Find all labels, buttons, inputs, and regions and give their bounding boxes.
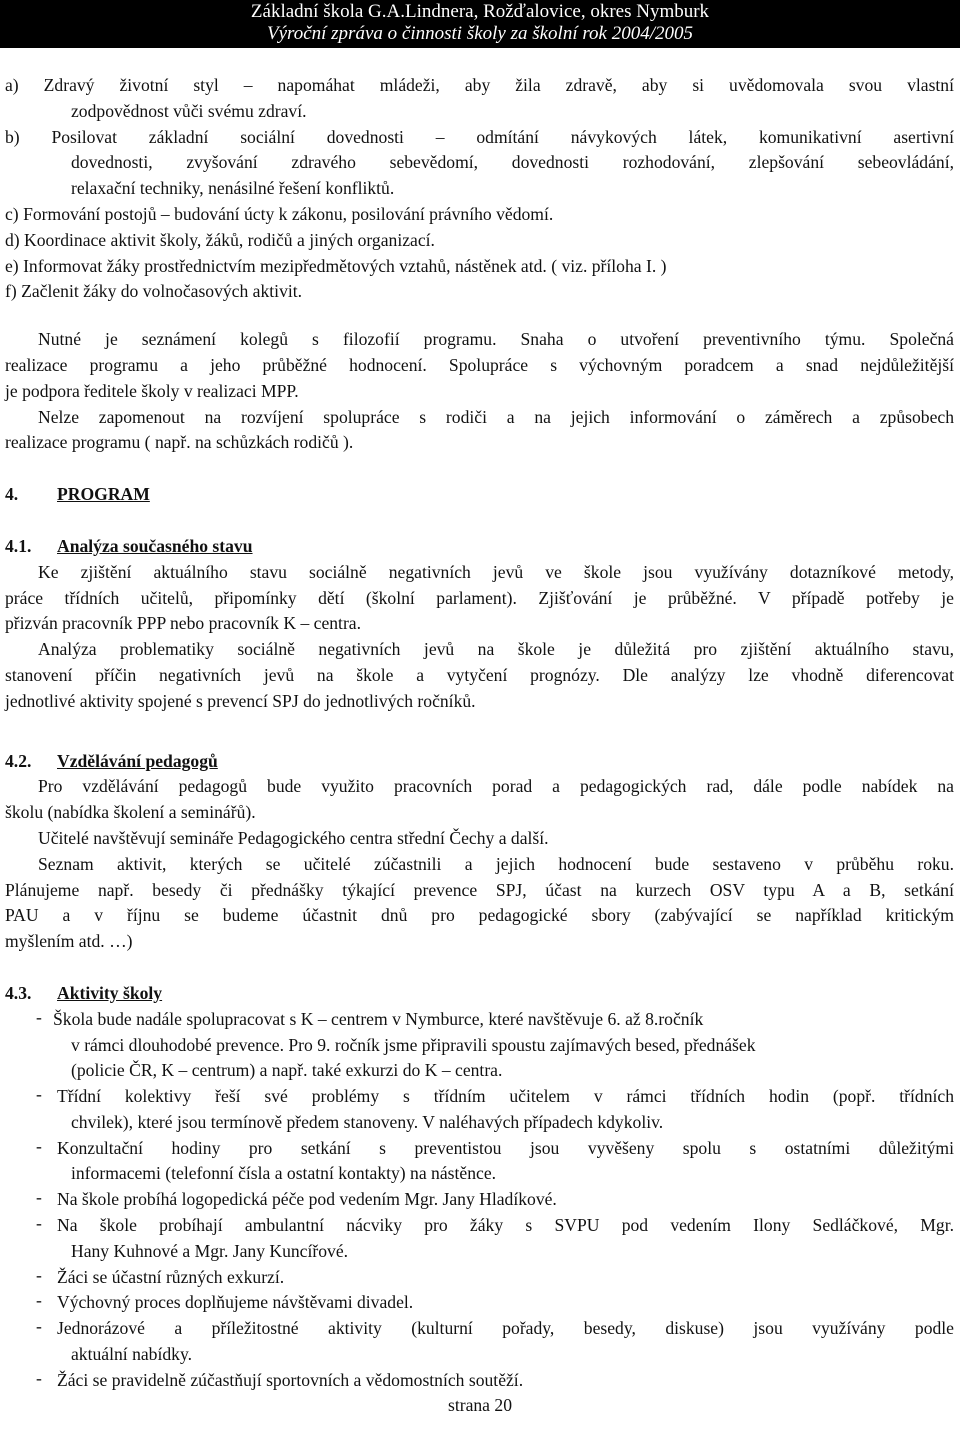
- text-line: (policie ČR, K – centrum) a např. také exkurzi do K – centra.: [71, 1060, 503, 1081]
- goal-c: c) Formování postojů – budování úcty k zákonu, posilování právního vědomí.: [5, 203, 554, 224]
- analysis-paragraph-2: [5, 637, 954, 714]
- text-line: jednotlivé aktivity spojené s prevencí SPJ do jednotlivých ročníků.: [5, 690, 476, 711]
- text-line: Žáci se pravidelně zúčastňují sportovních a vědomostních soutěží.: [57, 1369, 524, 1390]
- training-paragraph-1: [5, 774, 954, 826]
- section-number: 4.3.: [5, 982, 32, 1003]
- goal-b-line3: relaxační techniky, nenásilné řešení konfliktů.: [71, 178, 395, 199]
- spacer: [5, 508, 954, 530]
- training-paragraph-3: [5, 852, 954, 955]
- goal-a-line1: a) Zdravý životní styl – napomáhat mládeži, aby žila zdravě, aby si uvědomovala svou vlastní: [5, 75, 954, 95]
- text-line: Pro vzdělávání pedagogů bude využito pracovních porad a pedagogických rad, dále podle nabídek na: [38, 776, 954, 797]
- text-line: realizace programu ( např. na schůzkách rodičů ).: [5, 432, 354, 453]
- activities-list: [5, 1007, 954, 1394]
- analysis-paragraph-1: [5, 560, 954, 637]
- section-4-heading: [5, 482, 954, 508]
- text-line: školu (nabídka školení a seminářů).: [5, 802, 256, 823]
- activity-item: [5, 1368, 954, 1394]
- goal-a-line2: zodpovědnost vůči svému zdraví.: [71, 100, 307, 121]
- text-line: informacemi (telefonní čísla a ostatní kontakty) na nástěnce.: [71, 1163, 497, 1184]
- text-line: Ke zjištění aktuálního stavu sociálně negativních jevů ve škole jsou využívány dotazníkové metody,: [38, 561, 954, 582]
- text-line: realizace programu a jeho průběžné hodnocení. Spolupráce s výchovným poradcem a snad nejdůležitější: [5, 354, 954, 375]
- text-line: práce třídních učitelů, připomínky dětí (školní parlament). Zjišťování je průběžné. V případě potřeby je: [5, 587, 954, 608]
- text-line: v rámci dlouhodobé prevence. Pro 9. ročník jsme připravili spoustu zajímavých besed, přednášek: [71, 1034, 756, 1055]
- text-line: Učitelé navštěvují semináře Pedagogického centra střední Čechy a další.: [38, 827, 549, 848]
- text-line: Jednorázové a příležitostné aktivity (kulturní pořady, besedy, diskuse) jsou využívány podle: [57, 1318, 954, 1339]
- text-line: Výchovný proces doplňujeme návštěvami divadel.: [57, 1292, 414, 1313]
- text-line: je podpora ředitele školy v realizaci MPP.: [5, 380, 299, 401]
- dash-bullet: -: [36, 1264, 42, 1285]
- text-line: přizván pracovník PPP nebo pracovník K – centra.: [5, 613, 362, 634]
- dash-bullet: -: [36, 1290, 42, 1311]
- text-line: chvilek), které jsou termínově předem stanoveny. V naléhavých případech kdykoliv.: [71, 1111, 664, 1132]
- text-line: Nelze zapomenout na rozvíjení spolupráce s rodiči a na jejich informování o záměrech a způsobech: [38, 406, 954, 427]
- goal-b-line2: dovednosti, zvyšování zdravého sebevědomí, dovednosti rozhodování, zlepšování sebeovládání,: [71, 152, 954, 173]
- activity-item: [5, 1213, 954, 1265]
- text-line: myšlením atd. …): [5, 931, 133, 952]
- activity-item: [5, 1187, 954, 1213]
- text-line: Žáci se účastní různých exkurzí.: [57, 1266, 285, 1287]
- activity-item: [5, 1290, 954, 1316]
- activity-item: [5, 1136, 954, 1188]
- text-line: Plánujeme např. besedy či přednášky týkající prevence SPJ, účast na kurzech OSV typu A a B, setkání: [5, 879, 954, 900]
- activity-item: [5, 1007, 954, 1084]
- text-line: stanovení příčin negativních jevů na škole a vytyčení prognózy. Dle analýzy lze vhodně diferencovat: [5, 664, 954, 685]
- dash-bullet: -: [36, 1135, 42, 1156]
- dash-bullet: -: [36, 1213, 42, 1234]
- text-line: Na škole probíhá logopedická péče pod vedením Mgr. Jany Hladíkové.: [57, 1189, 557, 1210]
- text-line: Seznam aktivit, kterých se učitelé zúčastnili a jejich hodnocení bude sestaveno v průběhu roku.: [38, 853, 954, 874]
- section-title: Aktivity školy: [57, 982, 163, 1003]
- section-4-1-heading: [5, 534, 954, 560]
- text-line: Na škole probíhají ambulantní nácviky pro žáky s SVPU pod vedením Ilony Sedláčkové, Mgr.: [57, 1215, 954, 1236]
- header-report-title: Výroční zpráva o činnosti školy za školní rok 2004/2005: [266, 23, 694, 44]
- section-4-2-heading: [5, 749, 954, 775]
- training-paragraph-2: [5, 826, 954, 852]
- goal-d: d) Koordinace aktivit školy, žáků, rodičů a jiných organizací.: [5, 229, 435, 250]
- text-line: PAU a v říjnu se budeme účastnit dnů pro pedagogické sbory (zabývající se například kritickým: [5, 905, 954, 926]
- intro-paragraph-2: [5, 405, 954, 457]
- text-line: Třídní kolektivy řeší své problémy s třídním učitelem v rámci třídních hodin (popř. třídních: [57, 1086, 954, 1107]
- activity-item: [5, 1316, 954, 1368]
- activity-item: [5, 1265, 954, 1291]
- section-4-3-heading: [5, 981, 954, 1007]
- goals-list: [5, 73, 954, 305]
- section-number: 4.2.: [5, 750, 32, 771]
- dash-bullet: -: [36, 1006, 42, 1027]
- page-content: [5, 73, 954, 1394]
- spacer: [5, 715, 954, 745]
- text-line: aktuální nabídky.: [71, 1344, 193, 1365]
- text-line: Analýza problematiky sociálně negativních jevů na škole je důležitá pro zjištění aktuálního stavu,: [38, 639, 954, 660]
- text-line: Nutné je seznámení kolegů s filozofií programu. Snaha o utvoření preventivního týmu. Společná: [38, 329, 954, 350]
- spacer: [5, 456, 954, 478]
- spacer: [5, 955, 954, 977]
- section-title: Vzdělávání pedagogů: [57, 750, 218, 771]
- text-line: Hany Kuhnové a Mgr. Jany Kuncířové.: [71, 1240, 349, 1261]
- intro-paragraph-1: [5, 327, 954, 404]
- activity-item: [5, 1084, 954, 1136]
- goal-f: f) Začlenit žáky do volnočasových aktivit.: [5, 281, 303, 302]
- dash-bullet: -: [36, 1316, 42, 1337]
- text-line: Škola bude nadále spolupracovat s K – centrem v Nymburce, které navštěvuje 6. až 8.ročník: [53, 1008, 704, 1029]
- dash-bullet: -: [36, 1187, 42, 1208]
- header-school-name: Základní škola G.A.Lindnera, Rožďalovice, okres Nymburk: [250, 1, 710, 22]
- section-title: PROGRAM: [57, 484, 150, 505]
- dash-bullet: -: [36, 1367, 42, 1388]
- page-number: strana 20: [447, 1395, 512, 1415]
- section-title: Analýza současného stavu: [57, 535, 253, 556]
- spacer: [5, 305, 954, 327]
- text-line: Konzultační hodiny pro setkání s preventistou jsou vyvěšeny spolu s ostatními důležitými: [57, 1137, 954, 1158]
- goal-b-line1: b) Posilovat základní sociální dovednosti – odmítání návykových látek, komunikativní asertivní: [5, 126, 954, 147]
- section-number: 4.1.: [5, 535, 32, 556]
- dash-bullet: -: [36, 1084, 42, 1105]
- section-number: 4.: [5, 484, 19, 505]
- goal-e: e) Informovat žáky prostřednictvím mezipředmětových vztahů, nástěnek atd. ( viz. příloha I. ): [5, 255, 667, 276]
- page-header: [0, 0, 960, 48]
